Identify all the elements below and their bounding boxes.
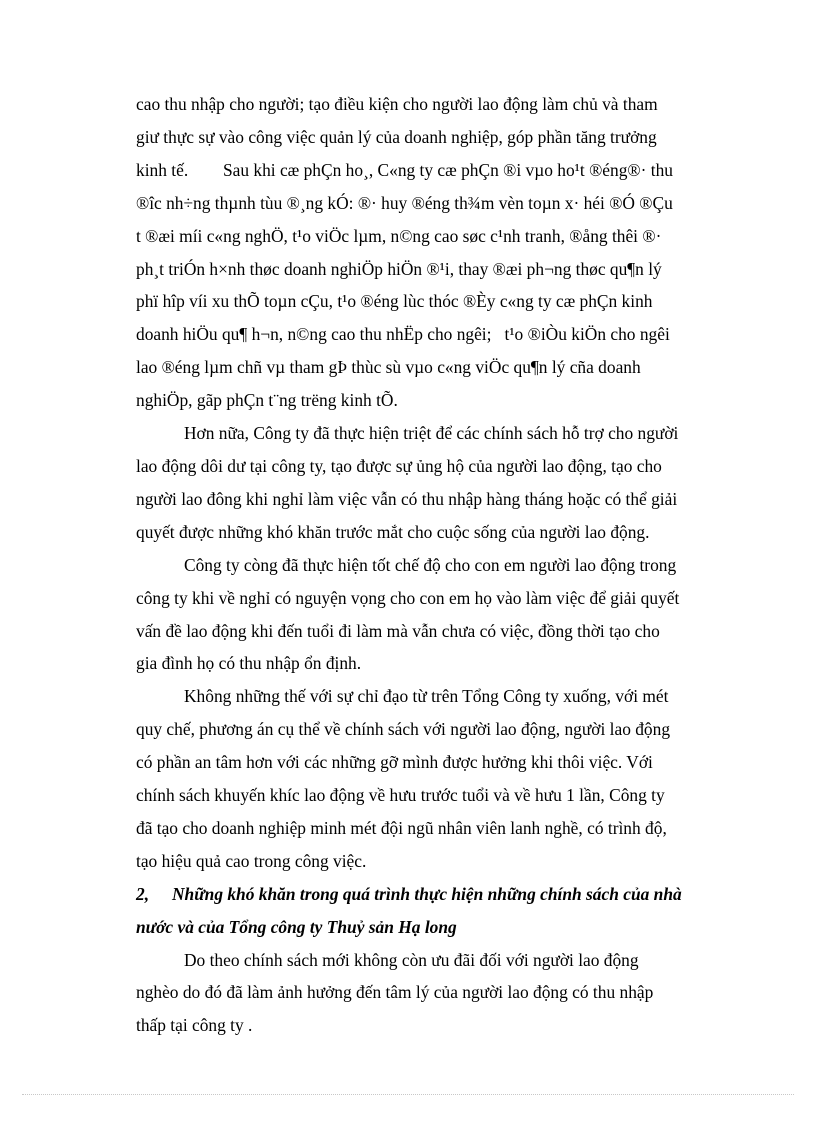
text-line: quy chế, phương án cụ thể về chính sách với người lao động, người lao động <box>136 719 671 740</box>
text-line: Không những thế với sự chỉ đạo từ trên Tổng Công ty xuống, với mét <box>184 686 669 707</box>
text-line: Hơn nữa, Công ty đã thực hiện triệt để các chính sách hỗ trợ cho người <box>184 423 679 444</box>
text-line: công ty khi về nghỉ có nguyện vọng cho con em họ vào làm việc để giải quyết <box>136 587 680 608</box>
page-bottom-divider <box>22 1094 794 1095</box>
text-line: lao động dôi dư tại công ty, tạo được sự ủng hộ của người lao động, tạo cho <box>136 455 662 476</box>
paragraph-5 <box>136 944 740 1043</box>
document-body <box>136 88 740 1042</box>
heading-line: Những khó khăn trong quá trình thực hiện những chính sách của nhà <box>172 883 682 904</box>
text-line: doanh hiÖu qu¶ h¬n, n©ng cao thu nhËp cho ngêi; t¹o ®iÒu kiÖn cho ngêi <box>136 324 670 345</box>
paragraph-2 <box>136 417 740 549</box>
text-line: Công ty còng đã thực hiện tốt chế độ cho con em người lao động trong <box>184 554 677 575</box>
text-line: chính sách khuyến khíc lao động về hưu trước tuổi và về hưu 1 lần, Công ty <box>136 785 665 806</box>
text-line: nghèo do đó đã làm ảnh hưởng đến tâm lý của người lao động có thu nhập <box>136 982 654 1003</box>
text-line: t ®æi míi c«ng nghÖ, t¹o viÖc lµm, n©ng cao søc c¹nh tranh, ®ång thêi ®· <box>136 225 662 246</box>
text-line: có phần an tâm hơn với các những gỡ mình được hưởng khi thôi việc. Với <box>136 752 653 773</box>
text-line: giư thực sự vào công việc quản lý của doanh nghiệp, góp phần tăng trưởng <box>136 126 657 147</box>
text-line: người lao đông khi nghỉ làm việc vẫn có thu nhập hàng tháng hoặc có thể giải <box>136 488 678 509</box>
text-line: phï hîp víi xu thÕ toµn cÇu, t¹o ®éng lùc thóc ®Èy c«ng ty cæ phÇn kinh <box>136 291 653 312</box>
paragraph-4 <box>136 680 740 877</box>
text-line: quyết được những khó khăn trước mắt cho cuộc sống của người lao động. <box>136 521 650 542</box>
text-line: gia đình họ có thu nhập ổn định. <box>136 653 362 674</box>
paragraph-1 <box>136 88 740 417</box>
text-line: ®îc nh÷ng thµnh tùu ®¸ng kÓ: ®· huy ®éng th¾m vèn toµn x· héi ®Ó ®Çu <box>136 192 673 213</box>
text-line: thấp tại công ty . <box>136 1015 253 1036</box>
text-line: kinh tế. Sau khi cæ phÇn ho¸, C«ng ty cæ phÇn ®i vµo ho¹t ®éng®· thu <box>136 159 673 180</box>
paragraph-3 <box>136 549 740 681</box>
text-line: Do theo chính sách mới không còn ưu đãi đối với người lao động <box>184 949 639 970</box>
heading-line: nước và của Tổng công ty Thuỷ sản Hạ long <box>136 916 457 937</box>
text-line: tạo hiệu quả cao trong công việc. <box>136 850 367 871</box>
text-line: đã tạo cho doanh nghiệp minh mét đội ngũ nhân viên lanh nghề, có trình độ, <box>136 817 667 838</box>
text-line: ph¸t triÓn h×nh thøc doanh nghiÖp hiÖn ®¹i, thay ®æi ph¬ng thøc qu¶n lý <box>136 258 662 279</box>
text-line: cao thu nhập cho người; tạo điều kiện cho người lao động làm chủ và tham <box>136 94 658 114</box>
text-line: nghiÖp, gãp phÇn t¨ng trëng kinh tÕ. <box>136 390 398 411</box>
section-heading <box>136 878 740 944</box>
section-number: 2, <box>136 883 150 904</box>
text-line: vấn đề lao động khi đến tuổi đi làm mà vẫn chưa có việc, đồng thời tạo cho <box>136 620 660 641</box>
text-line: lao ®éng lµm chñ vµ tham gÞ thùc sù vµo c«ng viÖc qu¶n lý cña doanh <box>136 357 641 378</box>
